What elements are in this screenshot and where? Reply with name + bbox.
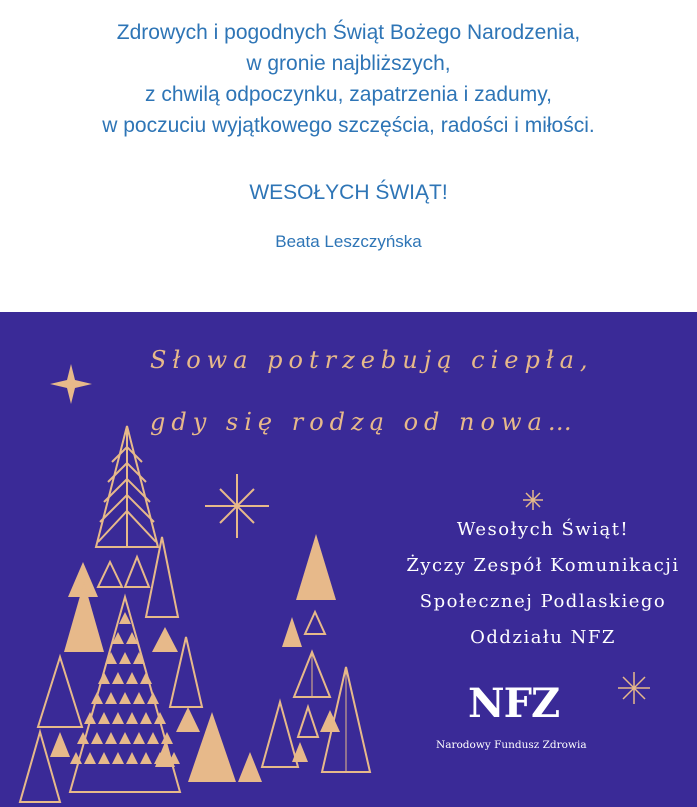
card-wish-line-4: Oddziału NFZ	[470, 627, 616, 648]
card-wish-line-2: Życzy Zespół Komunikacji	[406, 555, 680, 576]
greeting-text	[0, 0, 697, 312]
greeting-line-2: w gronie najbliższych,	[246, 52, 451, 75]
christmas-card	[0, 312, 697, 807]
christmas-tree-icon	[96, 426, 158, 547]
snowflake-star-icon	[523, 490, 543, 510]
snowflake-star-icon	[205, 474, 269, 538]
snowflake-star-icon	[618, 672, 650, 704]
card-script-line-1: Słowa potrzebują ciepła,	[150, 346, 594, 374]
nfz-logo: NFZ	[468, 680, 560, 727]
card-wish-line-3: Społecznej Podlaskiego	[419, 591, 667, 612]
greeting-headline: WESOŁYCH ŚWIĄT!	[249, 181, 448, 204]
nfz-logo-subtitle: Narodowy Fundusz Zdrowia	[436, 739, 587, 751]
greeting-signature: Beata Leszczyńska	[275, 232, 422, 251]
card-wish-line-1: Wesołych Świąt!	[456, 519, 630, 540]
greeting-line-3: z chwilą odpoczynku, zapatrzenia i zadumy,	[145, 83, 552, 106]
sparkle-star-icon	[50, 364, 92, 404]
greeting-wishes	[0, 0, 697, 141]
card-script-line-2: gdy się rodzą od nowa…	[150, 408, 578, 436]
christmas-tree-icon	[238, 534, 370, 782]
card-wishes	[398, 512, 688, 656]
greeting-line-4: w poczuciu wyjątkowego szczęścia, radości i miłości.	[102, 114, 595, 137]
greeting-line-1: Zdrowych i pogodnych Świąt Bożego Narodzenia,	[116, 21, 581, 44]
